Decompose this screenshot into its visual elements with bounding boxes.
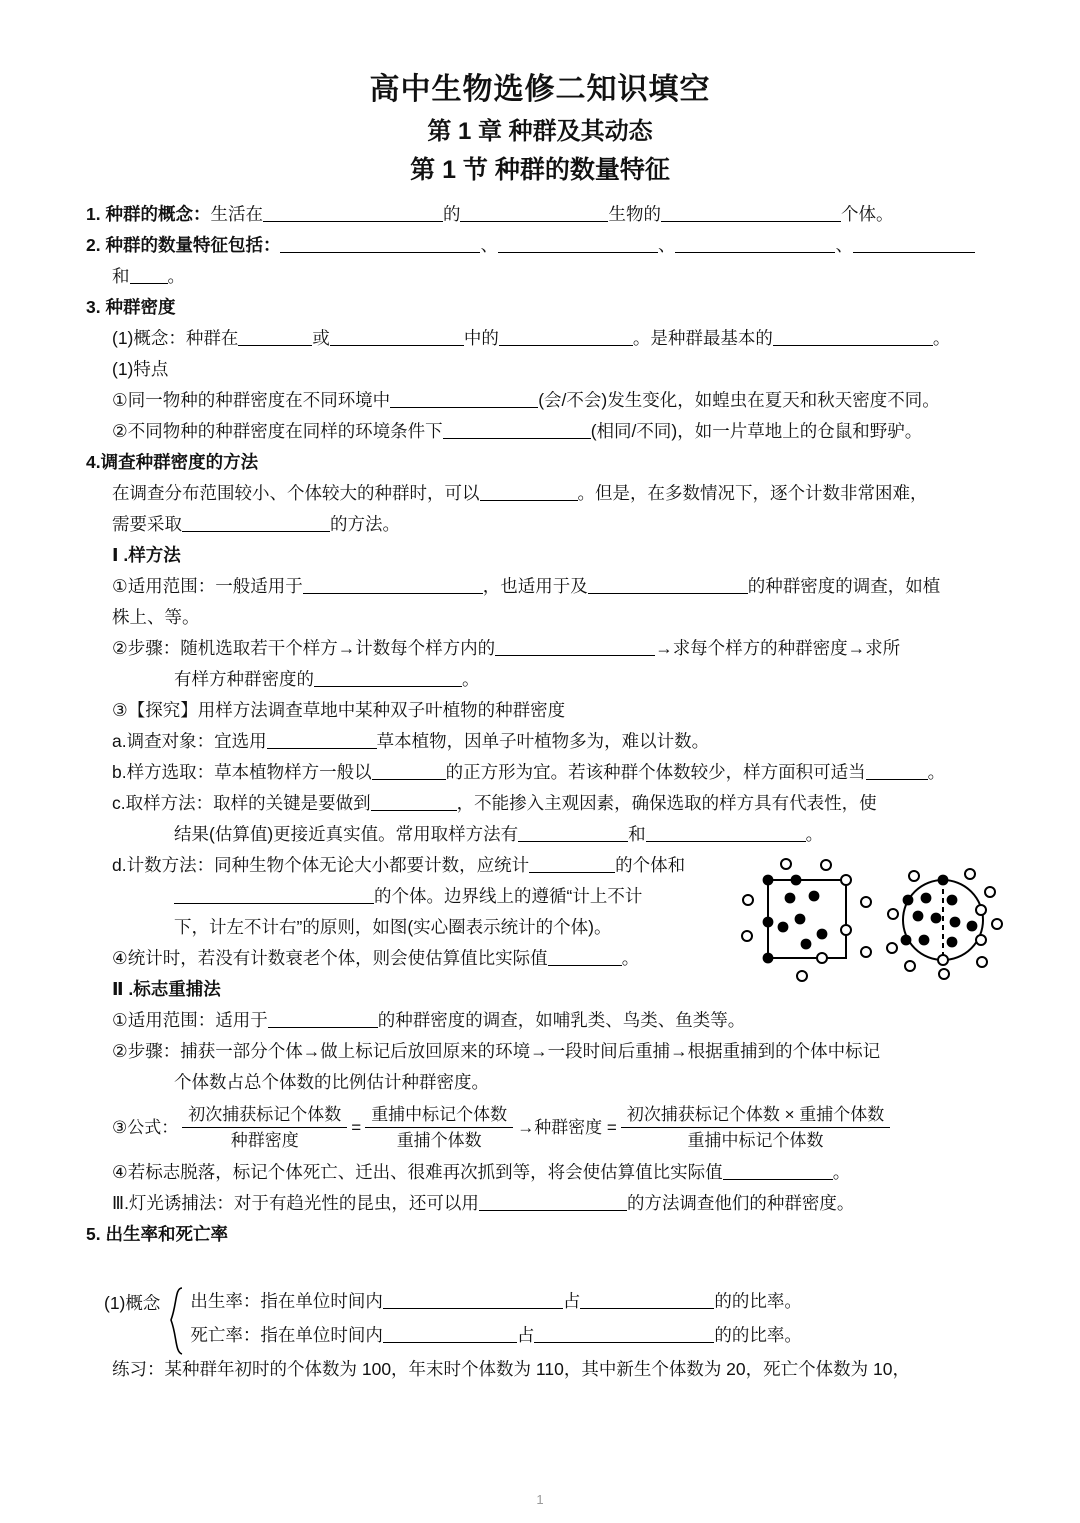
sep: 、 bbox=[657, 234, 676, 255]
birth-rate-b: 占 bbox=[562, 1291, 581, 1312]
method-3-light-trap bbox=[86, 1188, 994, 1219]
method-2-title: Ⅱ .标志重捕法 bbox=[112, 978, 221, 999]
blank[interactable] bbox=[174, 888, 374, 904]
item-2 bbox=[86, 230, 994, 261]
blank[interactable] bbox=[866, 764, 928, 780]
item-1-text-b: 的 bbox=[442, 203, 461, 224]
death-rate-b: 占 bbox=[516, 1325, 535, 1346]
sep: 、 bbox=[480, 234, 498, 255]
fraction-2-numerator: 重捕中标记个体数 bbox=[365, 1104, 513, 1128]
blank[interactable] bbox=[443, 423, 591, 439]
death-rate-a: 死亡率：指在单位时间内 bbox=[190, 1325, 383, 1346]
item-4-para-2-a: 需要采取 bbox=[112, 513, 182, 534]
method-1-d-d: 下，计左不计右”的原则，如图(实心圈表示统计的个体)。 bbox=[174, 916, 612, 937]
fraction-3 bbox=[621, 1104, 890, 1152]
method-1-scope-d: 株上、等。 bbox=[112, 606, 200, 627]
item-2-cont-text: 和 bbox=[112, 265, 130, 286]
blank[interactable] bbox=[130, 268, 168, 284]
blank[interactable] bbox=[498, 237, 658, 253]
item-5-concept-label: (1)概念 bbox=[104, 1293, 161, 1314]
blank[interactable] bbox=[330, 330, 464, 346]
item-1-text-d: 个体。 bbox=[840, 203, 894, 224]
item-1-heading: 种群的概念： bbox=[105, 203, 211, 224]
item-3-features-heading bbox=[86, 354, 994, 385]
blank[interactable] bbox=[661, 206, 841, 222]
blank[interactable] bbox=[383, 1327, 517, 1343]
blank[interactable] bbox=[723, 1164, 833, 1180]
method-1-scope-c: 的种群密度的调查，如植 bbox=[747, 575, 941, 596]
fraction-1 bbox=[182, 1104, 347, 1152]
item-3 bbox=[86, 292, 994, 323]
method-1-scope-cont bbox=[86, 602, 994, 633]
item-3-feature-1-b: (会/不会)发生变化，如蝗虫在夏天和秋天密度不同。 bbox=[538, 389, 940, 410]
method-1-steps-c: 有样方种群密度的 bbox=[174, 668, 314, 689]
blank[interactable] bbox=[853, 237, 975, 253]
curly-brace-icon bbox=[168, 1284, 188, 1352]
item-4-para-2 bbox=[86, 509, 994, 540]
method-1-scope-b: ，也适用于及 bbox=[482, 575, 588, 596]
method-1-a-a: a.调查对象：宜选用 bbox=[112, 730, 267, 751]
method-1-b-b: 的正方形为宜。若该种群个体数较少，样方面积可适当 bbox=[445, 761, 866, 782]
fraction-2-denominator: 重捕个体数 bbox=[396, 1131, 482, 1151]
blank[interactable] bbox=[499, 330, 633, 346]
section-title: 第 1 节 种群的数量特征 bbox=[410, 155, 670, 184]
method-2-scope-b: 的种群密度的调查，如哺乳类、鸟类、鱼类等。 bbox=[377, 1009, 746, 1030]
sep: 、 bbox=[835, 234, 853, 255]
item-4-para-2-b: 的方法。 bbox=[330, 513, 400, 534]
item-1-text-c: 生物的 bbox=[608, 203, 661, 224]
item-5-heading: 出生率和死亡率 bbox=[105, 1224, 228, 1245]
method-1-steps-d: 。 bbox=[462, 668, 480, 689]
blank[interactable] bbox=[182, 516, 330, 532]
method-2-note-4 bbox=[86, 1157, 994, 1188]
page-number: 1 bbox=[536, 1492, 544, 1507]
method-1-title: Ⅰ .样方法 bbox=[112, 544, 181, 565]
method-1-steps bbox=[86, 633, 994, 664]
fraction-3-denominator: 重捕中标记个体数 bbox=[687, 1131, 824, 1151]
birth-rate-line bbox=[190, 1284, 802, 1318]
item-3-feature-2 bbox=[86, 416, 994, 447]
item-4-para-1-b: 。但是，在多数情况下，逐个计数非常困难， bbox=[577, 482, 928, 503]
method-1-scope-a: ①适用范围：一般适用于 bbox=[112, 575, 303, 596]
method-1-heading bbox=[86, 540, 994, 571]
method-1-c-c: 结果(估算值)更接近真实值。常用取样方法有 bbox=[174, 823, 519, 844]
arrow-result-label: →种群密度 = bbox=[517, 1117, 617, 1137]
item-4-para-1-a: 在调查分布范围较小、个体较大的种群时，可以 bbox=[112, 482, 480, 503]
item-5 bbox=[86, 1219, 994, 1250]
method-1-steps-cont bbox=[86, 664, 994, 695]
fraction-2 bbox=[365, 1104, 513, 1152]
method-2-scope bbox=[86, 1005, 994, 1036]
item-5-number: 5. bbox=[86, 1224, 101, 1245]
fraction-3-numerator: 初次捕获标记个体数 × 重捕个体数 bbox=[621, 1104, 890, 1128]
item-3-feature-1-a: ①同一物种的种群密度在不同环境中 bbox=[112, 389, 391, 410]
item-1 bbox=[86, 199, 994, 230]
item-4-heading: 4.调查种群密度的方法 bbox=[86, 451, 259, 472]
blank[interactable] bbox=[588, 578, 748, 594]
item-1-text-a: 生活在 bbox=[210, 203, 263, 224]
fraction-1-denominator: 种群密度 bbox=[230, 1131, 299, 1151]
item-3-concept-b: 或 bbox=[312, 327, 330, 348]
method-1-inquiry-text: ③【探究】用样方法调查草地中某种双子叶植物的种群密度 bbox=[112, 699, 566, 720]
method-1-c-a: c.取样方法：取样的关键是要做到 bbox=[112, 792, 371, 813]
method-1-b-a: b.样方选取：草本植物样方一般以 bbox=[112, 761, 372, 782]
birth-rate-c: 的的比率。 bbox=[714, 1291, 802, 1312]
method-1-note-4-b: 。 bbox=[621, 947, 640, 968]
item-3-heading: 种群密度 bbox=[105, 296, 176, 317]
method-1-a bbox=[86, 726, 994, 757]
method-2-steps-b: 个体数占总个体数的比例估计种群密度。 bbox=[174, 1071, 489, 1092]
method-1-b-c: 。 bbox=[927, 761, 946, 782]
blank[interactable] bbox=[268, 1012, 378, 1028]
blank[interactable] bbox=[675, 237, 835, 253]
item-2-number: 2. bbox=[86, 234, 101, 255]
method-3-a: Ⅲ.灯光诱捕法：对于有趋光性的昆虫，还可以用 bbox=[112, 1193, 479, 1214]
item-5-practice-text: 练习：某种群年初时的个体数为 100，年末时个体数为 110，其中新生个体数为 20，死亡个体数为 10， bbox=[112, 1359, 910, 1380]
blank[interactable] bbox=[303, 578, 483, 594]
method-1-c-cont bbox=[86, 819, 994, 850]
method-2-steps-cont bbox=[86, 1067, 994, 1098]
method-1-d-b: 的个体和 bbox=[615, 854, 686, 875]
death-rate-c: 的的比率。 bbox=[714, 1325, 802, 1346]
blank[interactable] bbox=[495, 640, 655, 656]
method-1-inquiry bbox=[86, 695, 994, 726]
item-3-concept bbox=[86, 323, 994, 354]
title-block bbox=[0, 0, 1080, 185]
blank[interactable] bbox=[580, 1293, 714, 1309]
circle-quadrat-figure bbox=[887, 869, 1002, 979]
item-3-feature-2-a: ②不同物种的种群密度在同样的环境条件下 bbox=[112, 420, 443, 441]
blank[interactable] bbox=[460, 206, 608, 222]
item-2-heading: 种群的数量特征包括： bbox=[105, 234, 281, 255]
method-1-c-b: ，不能掺入主观因素，确保选取的样方具有代表性，使 bbox=[456, 792, 877, 813]
blank[interactable] bbox=[372, 764, 446, 780]
blank[interactable] bbox=[548, 950, 622, 966]
item-3-features-label: (1)特点 bbox=[112, 358, 169, 379]
method-1-b bbox=[86, 757, 994, 788]
blank[interactable] bbox=[390, 392, 538, 408]
blank[interactable] bbox=[518, 826, 628, 842]
method-1-c-d: 和 bbox=[628, 823, 646, 844]
item-3-concept-a: (1)概念：种群在 bbox=[112, 327, 239, 348]
item-3-number: 3. bbox=[86, 296, 101, 317]
item-2-end: 。 bbox=[167, 265, 185, 286]
item-3-concept-c: 中的 bbox=[463, 327, 499, 348]
item-1-number: 1. bbox=[86, 203, 101, 224]
method-2-scope-a: ①适用范围：适用于 bbox=[112, 1009, 268, 1030]
blank[interactable] bbox=[480, 485, 578, 501]
blank[interactable] bbox=[280, 237, 480, 253]
chapter-title: 第 1 章 种群及其动态 bbox=[427, 118, 653, 145]
blank[interactable] bbox=[479, 1195, 627, 1211]
content-body bbox=[86, 199, 994, 1386]
method-2-steps-a: ②步骤：捕获一部分个体→做上标记后放回原来的环境→一段时间后重捕→根据重捕到的个体中标记 bbox=[112, 1040, 881, 1061]
blank[interactable] bbox=[238, 330, 312, 346]
blank[interactable] bbox=[646, 826, 806, 842]
blank[interactable] bbox=[529, 857, 615, 873]
birth-rate-a: 出生率：指在单位时间内 bbox=[190, 1291, 383, 1312]
item-3-concept-e: 。 bbox=[932, 327, 951, 348]
method-1-c bbox=[86, 788, 994, 819]
item-5-concept-lines bbox=[190, 1284, 802, 1352]
method-1-c-e: 。 bbox=[805, 823, 824, 844]
square-quadrat-figure bbox=[742, 859, 871, 981]
blank[interactable] bbox=[383, 1293, 563, 1309]
item-5-practice bbox=[86, 1354, 994, 1385]
item-3-concept-d: 。是种群最基本的 bbox=[632, 327, 773, 348]
method-2-note-4-b: 。 bbox=[832, 1162, 851, 1183]
method-1-d-a: d.计数方法：同种生物个体无论大小都要计数，应统计 bbox=[112, 854, 530, 875]
item-5-concept-group bbox=[86, 1284, 994, 1352]
item-2-cont bbox=[86, 261, 994, 292]
blank[interactable] bbox=[314, 671, 462, 687]
blank[interactable] bbox=[534, 1327, 714, 1343]
method-3-b: 的方法调查他们的种群密度。 bbox=[626, 1193, 855, 1214]
blank[interactable] bbox=[371, 795, 457, 811]
blank[interactable] bbox=[267, 733, 377, 749]
method-2-steps bbox=[86, 1036, 994, 1067]
death-rate-line bbox=[190, 1318, 802, 1352]
blank[interactable] bbox=[263, 206, 443, 222]
quadrat-counting-figures bbox=[738, 852, 1008, 987]
method-1-steps-a: ②步骤：随机选取若干个样方→计数每个样方内的 bbox=[112, 637, 496, 658]
method-1-scope bbox=[86, 571, 994, 602]
method-1-a-b: 草本植物，因单子叶植物多为，难以计数。 bbox=[376, 730, 710, 751]
blank[interactable] bbox=[773, 330, 933, 346]
page-title: 高中生物选修二知识填空 bbox=[369, 73, 711, 106]
item-4-para-1 bbox=[86, 478, 994, 509]
method-1-steps-b: →求每个样方的种群密度→求所 bbox=[655, 637, 901, 658]
item-3-feature-2-b: (相同/不同)，如一片草地上的仓鼠和野驴。 bbox=[590, 420, 923, 441]
equals-sign: = bbox=[351, 1117, 362, 1137]
method-1-note-4-a: ④统计时，若没有计数衰老个体，则会使估算值比实际值 bbox=[112, 947, 548, 968]
method-2-note-4-a: ④若标志脱落，标记个体死亡、迁出、很难再次抓到等，将会使估算值比实际值 bbox=[112, 1162, 723, 1183]
method-2-formula bbox=[112, 1104, 994, 1152]
item-4 bbox=[86, 447, 994, 478]
fraction-1-numerator: 初次捕获标记个体数 bbox=[182, 1104, 347, 1128]
method-1-d-c: 的个体。边界线上的遵循“计上不计 bbox=[374, 885, 643, 906]
formula-label: ③公式： bbox=[112, 1117, 179, 1137]
item-3-feature-1 bbox=[86, 385, 994, 416]
